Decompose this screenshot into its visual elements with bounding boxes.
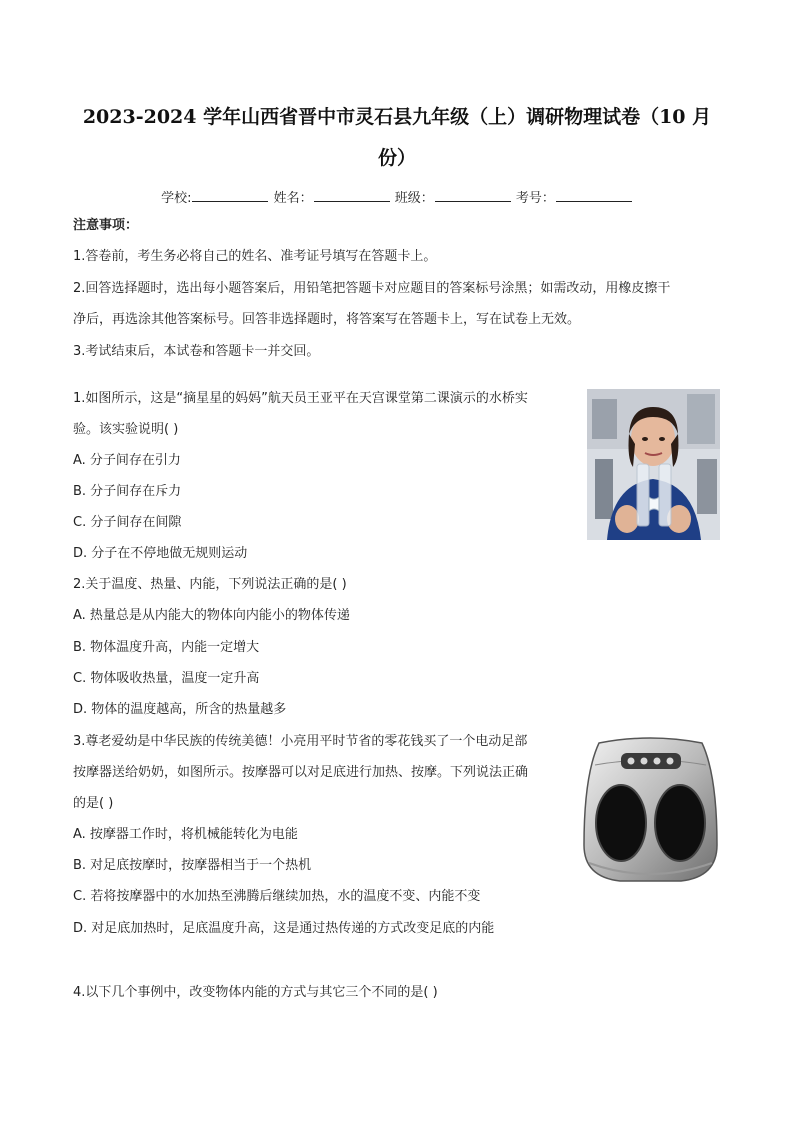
question-2-option-a: A. 热量总是从内能大的物体向内能小的物体传递 <box>73 608 350 623</box>
question-1-option-a: A. 分子间存在引力 <box>73 453 181 468</box>
notice-item: 净后，再选涂其他答案标号。回答非选择题时，将答案写在答题卡上，写在试卷上无效。 <box>73 312 581 327</box>
page-title-line1: 2023-2024 学年山西省晋中市灵石县九年级（上）调研物理试卷（10 月 <box>82 106 712 128</box>
question-2-option-c: C. 物体吸收热量，温度一定升高 <box>73 671 260 686</box>
question-1-option-b: B. 分子间存在斥力 <box>73 484 182 499</box>
school-label: 学校: <box>161 191 192 206</box>
foot-massager-photo <box>581 735 720 883</box>
class-blank <box>435 189 511 202</box>
exam-no-label: 考号： <box>515 191 555 206</box>
question-3-option-b: B. 对足底按摩时，按摩器相当于一个热机 <box>73 858 312 873</box>
class-label: 班级： <box>394 191 434 206</box>
question-3-option-a: A. 按摩器工作时，将机械能转化为电能 <box>73 827 298 842</box>
question-2-option-d: D. 物体的温度越高，所含的热量越多 <box>73 702 287 717</box>
question-2-option-b: B. 物体温度升高，内能一定增大 <box>73 640 260 655</box>
page-title-line2: 份） <box>377 147 416 169</box>
notice-item: 3.考试结束后，本试卷和答题卡一并交回。 <box>73 344 320 359</box>
question-2-stem: 2.关于温度、热量、内能，下列说法正确的是( ) <box>73 577 347 592</box>
question-3-stem: 3.尊老爱幼是中华民族的传统美德！小亮用平时节省的零花钱买了一个电动足部 <box>73 734 528 749</box>
notice-item: 2.回答选择题时，选出每小题答案后，用铅笔把答题卡对应题目的答案标号涂黑；如需改动，用橡皮擦干 <box>73 281 671 296</box>
name-blank <box>314 189 390 202</box>
exam-no-blank <box>556 189 632 202</box>
question-1-stem: 1.如图所示，这是“摘星星的妈妈”航天员王亚平在天宫课堂第二课演示的水桥实 <box>73 391 528 406</box>
question-3-stem: 按摩器送给奶奶，如图所示。按摩器可以对足底进行加热、按摩。下列说法正确 <box>73 765 529 780</box>
question-4-stem: 4.以下几个事例中，改变物体内能的方式与其它三个不同的是( ) <box>73 985 438 1000</box>
notice-item: 1.答卷前，考生务必将自己的姓名、准考证号填写在答题卡上。 <box>73 249 437 264</box>
question-1-stem: 验。该实验说明( ) <box>73 422 179 437</box>
notice-heading: 注意事项： <box>73 218 139 233</box>
name-label: 姓名： <box>273 191 313 206</box>
student-info-line <box>0 187 794 206</box>
question-3-stem: 的是( ) <box>73 796 114 811</box>
question-3-option-d: D. 对足底加热时，足底温度升高，这是通过热传递的方式改变足底的内能 <box>73 921 495 936</box>
school-blank <box>192 189 268 202</box>
question-3-option-c: C. 若将按摩器中的水加热至沸腾后继续加热，水的温度不变、内能不变 <box>73 889 481 904</box>
question-1-option-d: D. 分子在不停地做无规则运动 <box>73 546 248 561</box>
astronaut-water-bridge-photo <box>587 389 720 540</box>
question-1-option-c: C. 分子间存在间隙 <box>73 515 182 530</box>
